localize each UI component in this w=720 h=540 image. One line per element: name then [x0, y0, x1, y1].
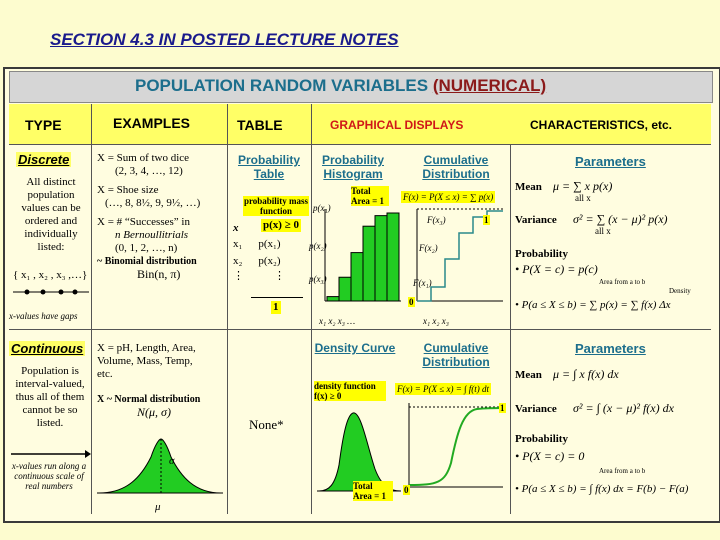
discrete-example-6: n Bernoullitrials	[115, 229, 189, 241]
header-type: TYPE	[25, 117, 62, 133]
hist-bar	[363, 226, 375, 301]
col-divider	[227, 104, 228, 514]
header-graphical: GRAPHICAL DISPLAYS	[330, 118, 464, 132]
cont-variance-formula: σ² = ∫ (x − μ)² f(x) dx	[573, 401, 674, 415]
table-total-line	[251, 297, 303, 298]
disc-sum-sub-2: all x	[595, 226, 611, 236]
continuous-example-1: X = pH, Length, Area,	[97, 342, 196, 354]
table-head-x: x	[233, 222, 239, 234]
disc-params-title: Parameters	[575, 154, 646, 169]
normal-sigma: σ	[169, 455, 175, 467]
cont-prob2: • P(a ≤ X ≤ b) = ∫ f(x) dx = F(b) − F(a)	[515, 483, 689, 495]
disc-variance-formula: σ² = ∑ (x − μ)² p(x)	[573, 212, 668, 226]
hist-title: Probability Histogram	[321, 153, 384, 181]
disc-prob2: • P(a ≤ X ≤ b) = ∑ p(x) = ∑ f(x) Δx	[515, 299, 671, 311]
cont-mean-formula: μ = ∫ x f(x) dx	[553, 367, 619, 381]
cont-cdf-one: 1	[500, 403, 505, 413]
density-tag: density function f(x) ≥ 0	[314, 381, 386, 401]
disc-cdf-label-2: F(x₂)	[419, 243, 438, 253]
discrete-example-3: X = Shoe size	[97, 184, 159, 196]
cont-cdf-plot	[407, 403, 503, 491]
cont-params-title: Parameters	[575, 341, 646, 356]
disc-variance-label: Variance	[515, 214, 557, 226]
row-divider	[9, 329, 711, 330]
continuous-example-4: X ~ Normal distribution	[97, 394, 201, 405]
disc-mean-formula: μ = ∑ x p(x)	[553, 179, 613, 193]
continuous-example-3: etc.	[97, 368, 113, 380]
discrete-example-9: Bin(n, π)	[137, 267, 181, 281]
continuous-desc: Population is interval-valued, thus all of them cannot be so listed.	[15, 365, 85, 429]
continuous-table-none: None*	[249, 417, 284, 432]
hist-label-2: p(x₂)	[309, 241, 327, 251]
hist-bar	[327, 297, 339, 301]
disc-cdf-label-1: F(x₁)	[413, 278, 432, 288]
table-cell: ⋮	[274, 270, 285, 282]
cont-mean-label: Mean	[515, 369, 542, 381]
banner-paren: (NUMERICAL)	[432, 76, 547, 95]
col-divider	[510, 144, 511, 514]
cont-cdf-formula: F(x) = P(X ≤ x) = ∫ f(t) dt	[397, 384, 490, 394]
continuous-axis-arrow	[11, 449, 91, 459]
col-divider	[91, 104, 92, 514]
hist-bar	[339, 277, 351, 301]
disc-cdf-one: 1	[484, 215, 489, 225]
table-cell: p(x₁)	[258, 238, 281, 250]
discrete-set: { x₁ , x₂ , x₃ ,…}	[13, 269, 88, 281]
hist-axis: x₁ x₂ x₃ …	[319, 316, 356, 326]
row-divider	[9, 144, 711, 145]
cont-probability-label: Probability	[515, 433, 568, 445]
disc-cdf-title: Cumulative Distribution	[422, 153, 490, 181]
probability-histogram	[317, 209, 401, 309]
discrete-example-5: X = # “Successes” in	[97, 216, 190, 228]
continuous-run-note: x-values run along a continuous scale of real numbers	[11, 461, 87, 491]
header-table: TABLE	[237, 117, 283, 133]
disc-cdf-axis: x₁ x₂ x₃	[423, 316, 449, 326]
disc-cdf-zero: 0	[409, 297, 414, 307]
disc-density-note: Density	[669, 287, 691, 295]
continuous-label: Continuous	[11, 341, 84, 356]
table-cell: x₁	[233, 238, 243, 250]
hist-total: Total Area = 1	[351, 186, 389, 206]
discrete-example-4: (…, 8, 8½, 9, 9½, …)	[105, 197, 201, 209]
prob-table	[233, 222, 285, 283]
table-total: 1	[273, 301, 279, 313]
main-table	[3, 67, 720, 523]
discrete-desc: All distinct population values can be ordered and individually listed:	[21, 176, 81, 253]
disc-sum-sub-1: all x	[575, 193, 591, 203]
table-cell: x₂	[233, 255, 243, 267]
pmf-tag: probability mass function	[243, 196, 309, 216]
banner-main: POPULATION RANDOM VARIABLES	[135, 76, 433, 95]
cont-area-note: Area from a to b	[599, 467, 646, 475]
discrete-example-1: X = Sum of two dice	[97, 152, 190, 164]
hist-label-3: p(x₃)	[309, 274, 327, 284]
cont-variance-label: Variance	[515, 403, 557, 415]
hist-bar	[375, 216, 387, 301]
disc-probability-label: Probability	[515, 248, 568, 260]
col-divider	[311, 104, 312, 514]
discrete-example-8: ~ Binomial distribution	[97, 256, 197, 267]
table-cell: p(x₂)	[258, 255, 281, 267]
header-examples: EXAMPLES	[113, 115, 191, 131]
discrete-example-2: (2, 3, 4, …, 12)	[115, 165, 183, 177]
cont-cdf-zero: 0	[404, 485, 409, 495]
disc-area-note: Area from a to b	[599, 278, 646, 286]
header-characteristics: CHARACTERISTICS, etc.	[530, 118, 673, 132]
discrete-example-7: (0, 1, 2, …, n)	[115, 242, 178, 254]
gaps-note: x-values have gaps	[9, 311, 78, 321]
density-total: Total Area = 1	[353, 481, 393, 501]
continuous-example-2: Volume, Mass, Temp,	[97, 355, 193, 367]
cont-prob1: • P(X = c) = 0	[515, 449, 585, 463]
disc-cdf-label-3: F(x₃)	[427, 215, 446, 225]
normal-mu: μ	[155, 501, 161, 513]
table-cell: ⋮	[233, 270, 244, 282]
page-title: SECTION 4.3 IN POSTED LECTURE NOTES	[50, 30, 399, 49]
discrete-dots-line	[13, 287, 89, 297]
prob-table-title: Probability Table	[237, 153, 300, 181]
normal-curve	[97, 435, 223, 497]
cont-cdf-title: Cumulative Distribution	[422, 341, 490, 369]
disc-mean-label: Mean	[515, 181, 542, 193]
continuous-example-5: N(μ, σ)	[137, 405, 171, 419]
continuous-examples	[97, 342, 225, 419]
hist-bar	[351, 253, 363, 301]
discrete-examples	[97, 152, 225, 281]
disc-prob1: • P(X = c) = p(c)	[515, 262, 598, 276]
pmf-formula: p(x) ≥ 0	[263, 219, 299, 231]
disc-cdf-formula: F(x) = P(X ≤ x) = ∑ p(x)	[403, 192, 494, 202]
density-title: Density Curve	[314, 341, 396, 355]
hist-bar	[387, 213, 399, 301]
banner-title	[135, 76, 546, 96]
hist-label-1: p(x₁)	[313, 203, 331, 213]
discrete-label: Discrete	[18, 152, 70, 167]
